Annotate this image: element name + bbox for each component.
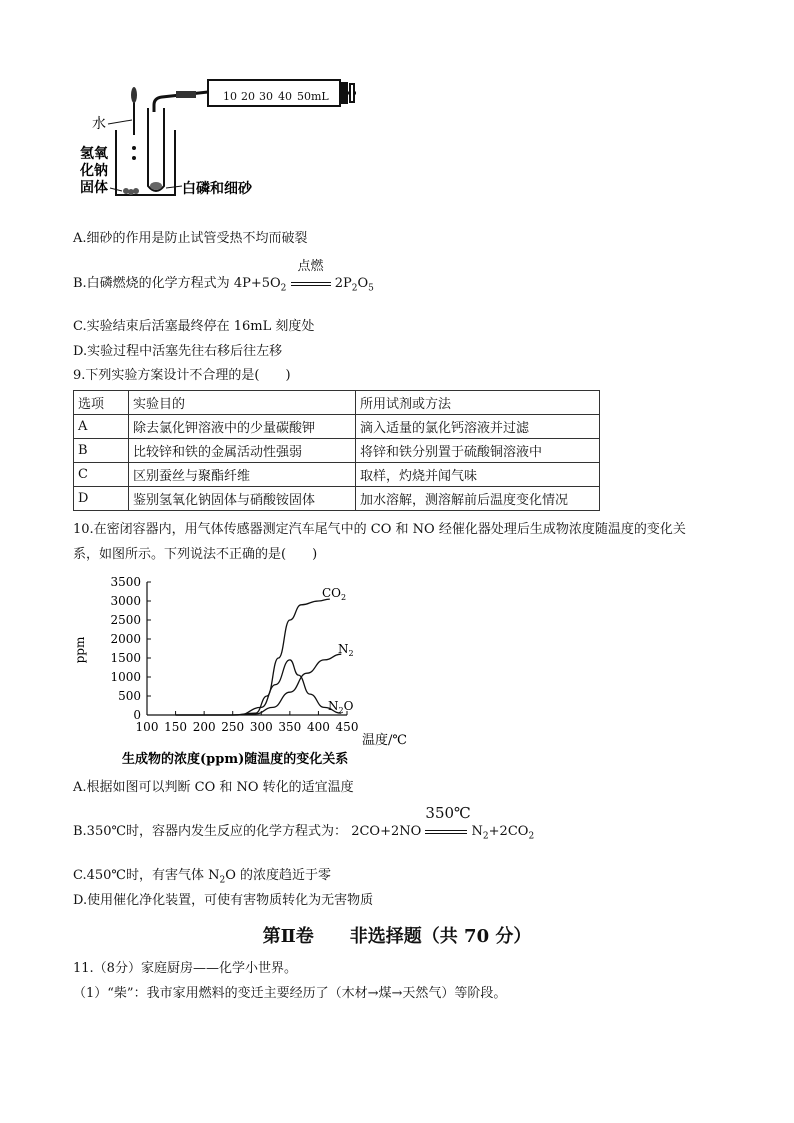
- table-header: 实验目的: [129, 391, 356, 415]
- y-tick-label: 3500: [110, 575, 141, 589]
- q10-stem-line2: 系，如图所示。下列说法不正确的是( ): [73, 547, 318, 562]
- syringe-plunger: [340, 82, 348, 104]
- y-tick-label: 1000: [110, 670, 141, 684]
- y-tick-label: 0: [133, 708, 141, 722]
- table-cell: 区别蚕丝与聚酯纤维: [129, 463, 356, 487]
- q8-b-lhs: 4P+5O: [233, 276, 281, 291]
- q10-b-rhs2-sub: 2: [528, 831, 535, 842]
- x-tick-label: 400: [306, 720, 330, 734]
- table-cell: 将锌和铁分别置于硫酸铜溶液中: [356, 439, 600, 463]
- table-cell: 加水溶解，测溶解前后温度变化情况: [356, 487, 600, 511]
- label-water: 水: [92, 116, 106, 132]
- table-row: [74, 463, 600, 487]
- table-row: [74, 487, 600, 511]
- q10-option-a: A.根据如图可以判断 CO 和 NO 转化的适宜温度: [73, 780, 354, 795]
- q10-stem-line1: 10.在密闭容器内，用气体传感器测定汽车尾气中的 CO 和 NO 经催化器处理后生成物浓度随温度的变化关: [73, 522, 686, 537]
- syringe-scale-10: 10: [223, 90, 237, 103]
- series-label-2: $N_2O$: [328, 699, 354, 715]
- q10-b-rhs2: +2CO: [488, 824, 529, 839]
- series-line-1: [176, 654, 342, 715]
- q10-c-pre: C.450℃时，有害气体 N: [73, 868, 220, 883]
- apparatus-figure: [70, 70, 400, 220]
- chart-series-labels: [322, 586, 354, 715]
- q10-c-post: O 的浓度趋近于零: [225, 868, 332, 883]
- q8-b-rhs-sub1: 2: [351, 283, 358, 294]
- table-cell: A: [74, 415, 129, 439]
- table-cell: 取样，灼烧并闻气味: [356, 463, 600, 487]
- q10-c-sub: 2: [219, 875, 226, 886]
- series-line-0: [176, 599, 330, 715]
- q8-b-rhs-mid: O: [357, 276, 369, 291]
- q8-b-condition: [291, 259, 331, 293]
- test-tube: [148, 108, 164, 191]
- table-header-row: [74, 391, 600, 415]
- q10-b-condition: [425, 804, 471, 841]
- q10-b-cond-text: 350℃: [425, 804, 471, 822]
- q8-option-d: D.实验过程中活塞先往右移后往左移: [73, 344, 283, 359]
- table-cell: 比较锌和铁的金属活动性强弱: [129, 439, 356, 463]
- q8-b-rhs: 2P: [334, 276, 352, 291]
- y-tick-label: 2500: [110, 613, 141, 627]
- x-tick-label: 450: [335, 720, 359, 734]
- table-row: [74, 439, 600, 463]
- q10-option-d: D.使用催化净化装置，可使有害物质转化为无害物质: [73, 893, 374, 908]
- chart-series: [176, 599, 342, 715]
- chart-xlabel: 温度/℃: [362, 733, 407, 748]
- dropper-bulb: [131, 87, 137, 103]
- table-row: [74, 415, 600, 439]
- series-line-2: [176, 660, 342, 715]
- q10-b-rhs1-sub: 2: [482, 831, 489, 842]
- q8-b-text: B.白磷燃烧的化学方程式为: [73, 276, 230, 291]
- y-tick-label: 1500: [110, 651, 141, 665]
- series-label-1: $N_2$: [338, 642, 354, 658]
- x-tick-label: 150: [164, 720, 188, 734]
- table-cell: B: [74, 439, 129, 463]
- q8-option-c: C.实验结束后活塞最终停在 16mL 刻度处: [73, 319, 315, 334]
- q8-b-lhs-sub: 2: [280, 283, 287, 294]
- chart-title: 生成物的浓度(ppm)随温度的变化关系: [122, 752, 349, 767]
- q10-option-c: [73, 867, 331, 890]
- syringe-scale-20: 20: [241, 90, 255, 103]
- y-tick-label: 500: [118, 689, 141, 703]
- x-tick-label: 350: [278, 720, 302, 734]
- q8-option-a: A.细砂的作用是防止试管受热不均而破裂: [73, 231, 308, 246]
- table-cell: D: [74, 487, 129, 511]
- q8-b-cond-text: 点燃: [297, 259, 324, 274]
- table-header: 所用试剂或方法: [356, 391, 600, 415]
- label-naoh-2: 化钠: [80, 163, 108, 179]
- q11-stem: 11.（8分）家庭厨房——化学小世界。: [73, 961, 297, 976]
- table-cell: 滴入适量的氯化钙溶液并过滤: [356, 415, 600, 439]
- q10-b-lhs: 2CO+2NO: [351, 824, 422, 839]
- q9-stem: 9.下列实验方案设计不合理的是( ): [73, 368, 291, 383]
- table-cell: 鉴别氢氧化钠固体与硝酸铵固体: [129, 487, 356, 511]
- chart-ylabel: ppm: [73, 636, 87, 664]
- table-header: 选项: [74, 391, 129, 415]
- q10-b-text: B.350℃时，容器内发生反应的化学方程式为：: [73, 824, 348, 839]
- q11-part1: （1）“柴”：我市家用燃料的变迁主要经历了（木材→煤→天然气）等阶段。: [73, 986, 507, 1001]
- beaker: [116, 130, 175, 195]
- q10-option-b: [73, 804, 535, 846]
- syringe-scale-30: 30: [259, 90, 273, 103]
- series-label-0: $CO_2$: [322, 586, 347, 602]
- y-tick-label: 2000: [110, 632, 141, 646]
- x-tick-label: 250: [221, 720, 245, 734]
- q8-b-rhs-sub2: 5: [368, 283, 374, 294]
- q10-b-rhs1: N: [471, 824, 483, 839]
- table-cell: C: [74, 463, 129, 487]
- syringe-scale-50: 50mL: [297, 90, 329, 103]
- y-tick-label: 3000: [110, 594, 141, 608]
- syringe-scale-40: 40: [278, 90, 292, 103]
- label-phosphorus: 白磷和细砂: [182, 181, 252, 197]
- section-title: 第Ⅱ卷 非选择题（共 70 分）: [262, 926, 532, 947]
- x-tick-label: 200: [192, 720, 216, 734]
- table-cell: 除去氯化钾溶液中的少量碳酸钾: [129, 415, 356, 439]
- concentration-chart: [72, 570, 422, 770]
- q8-option-b: [73, 259, 374, 298]
- label-naoh-3: 固体: [80, 180, 108, 196]
- label-naoh-1: 氢氧: [80, 146, 108, 162]
- q9-table: [73, 390, 600, 511]
- x-tick-label: 300: [249, 720, 273, 734]
- x-tick-label: 100: [135, 720, 159, 734]
